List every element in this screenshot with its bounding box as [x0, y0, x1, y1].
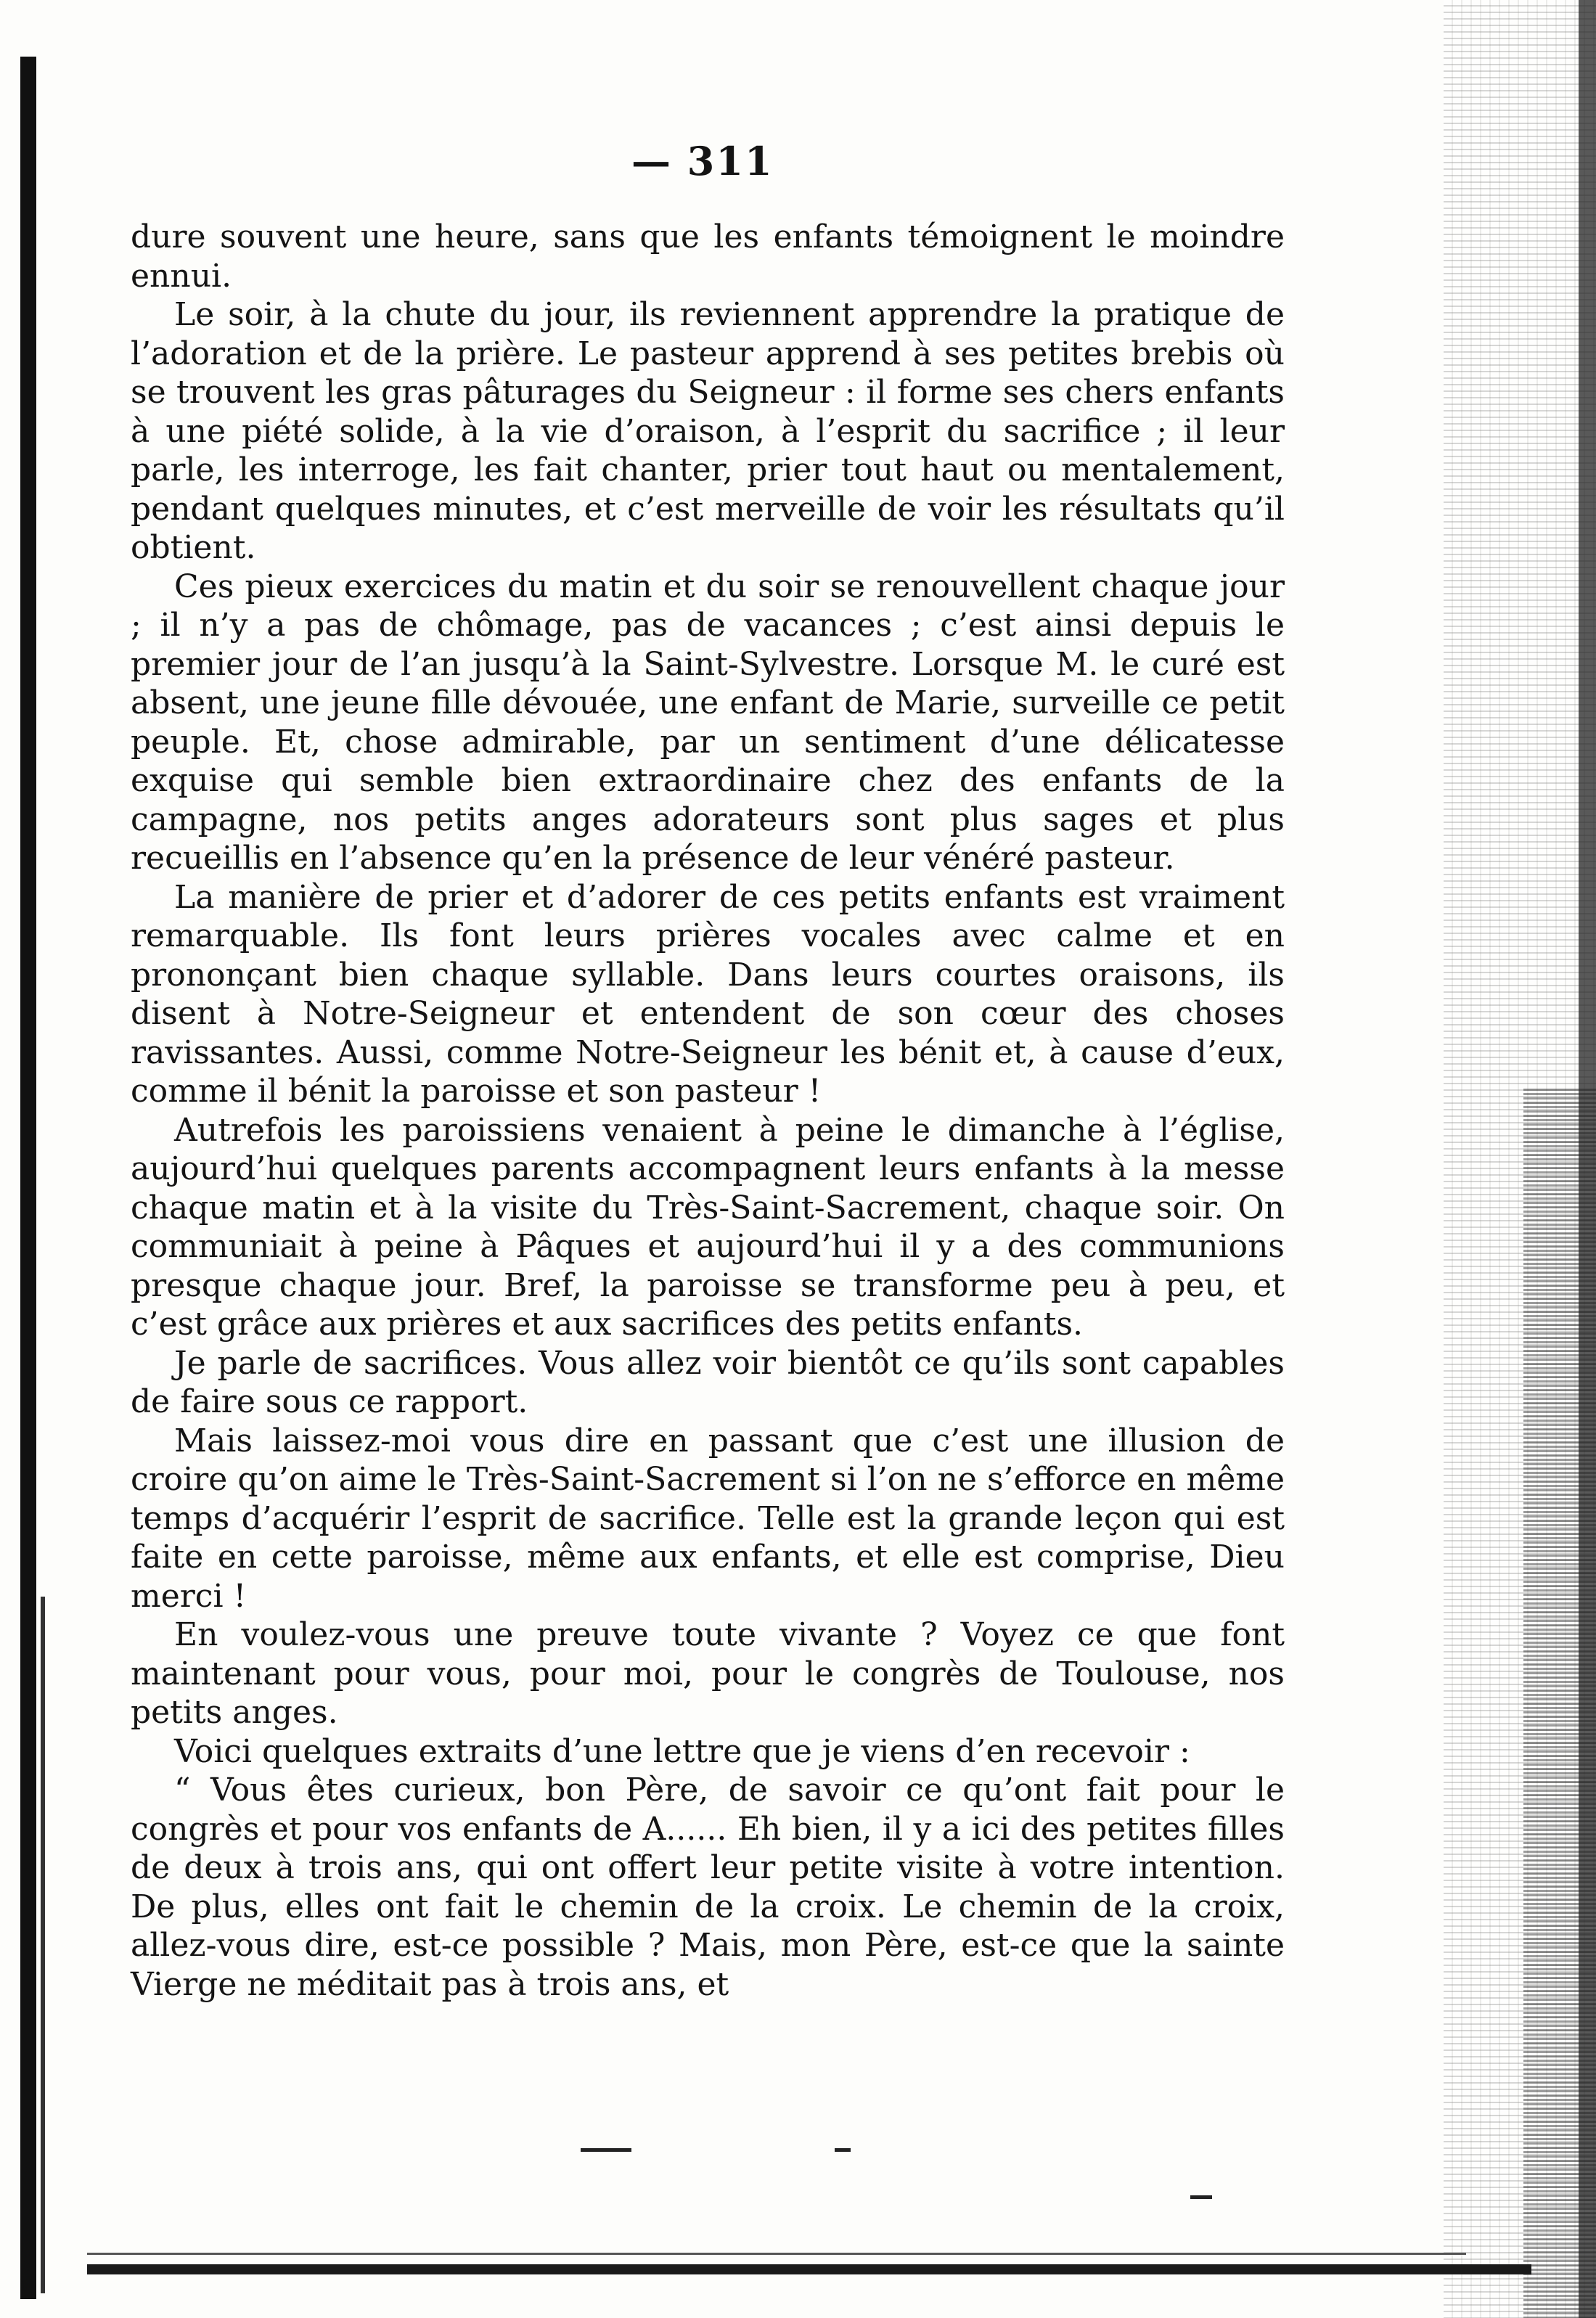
paragraph-continued: dure souvent une heure, sans que les enfants témoignent le moindre ennui.	[131, 218, 1285, 295]
right-page-edge	[1579, 0, 1596, 2318]
page-number: — 311	[631, 138, 774, 184]
binding-edge-shadow	[41, 1597, 45, 2293]
paragraph: Le soir, à la chute du jour, ils reviennent apprendre la pratique de l’adoration et de la prière. Le pasteur apprend à ses petites brebis où se trouvent les gras pâturages du Seigneur : il forme ses chers enfants à une piété solide, à la vie d’oraison, à l’esprit du sacrifice ; il leur parle, les interroge, les fait chanter, prier tout haut ou mentalement, pendant quelques minutes, et c’est merveille de voir les résultats qu’il obtient.	[131, 296, 1285, 566]
paragraph: Ces pieux exercices du matin et du soir se renouvellent chaque jour ; il n’y a pas de chômage, pas de vacances ; c’est ainsi depuis le premier jour de l’an jusqu’à la Saint-Sylvestre. Lorsque M. le curé est absent, une jeune fille dévouée, une enfant de Marie, surveille ce petit peuple. Et, chose admirable, par un sentiment d’une délicatesse exquise qui semble bien extraordinaire chez des enfants de la campagne, nos petits anges adorateurs sont plus sages et plus recueillis en l’absence qu’en la présence de leur vénéré pasteur.	[131, 568, 1285, 877]
body-text	[131, 218, 1285, 2004]
footer-ink-mark	[581, 2148, 631, 2152]
paragraph: En voulez-vous une preuve toute vivante ? Voyez ce que font maintenant pour vous, pour moi, pour le congrès de Toulouse, nos petits anges.	[131, 1616, 1285, 1731]
bottom-rule-thin	[87, 2253, 1466, 2255]
bottom-rule	[87, 2264, 1531, 2274]
paragraph: Autrefois les paroissiens venaient à peine le dimanche à l’église, aujourd’hui quelques parents accompagnent leurs enfants à la messe chaque matin et à la visite du Très-Saint-Sacrement, chaque soir. On communiait à peine à Pâques et aujourd’hui il y a des communions presque chaque jour. Bref, la paroisse se transforme peu à peu, et c’est grâce aux prières et aux sacrifices des petits enfants.	[131, 1111, 1285, 1343]
paragraph-quoted-letter: “ Vous êtes curieux, bon Père, de savoir ce qu’ont fait pour le congrès et pour vos enfants de A...... Eh bien, il y a ici des petites filles de deux à trois ans, qui ont offert leur petite visite à votre intention. De plus, elles ont fait le chemin de la croix. Le chemin de la croix, allez-vous dire, est-ce possible ? Mais, mon Père, est-ce que la sainte Vierge ne méditait pas à trois ans, et	[131, 1772, 1285, 2003]
paragraph: Voici quelques extraits d’une lettre que je viens d’en recevoir :	[174, 1732, 1190, 1770]
paragraph: La manière de prier et d’adorer de ces petits enfants est vraiment remarquable. Ils font leurs prières vocales avec calme et en prononçant bien chaque syllable. Dans leurs courtes oraisons, ils disent à Notre-Seigneur et entendent de son cœur des choses ravissantes. Aussi, comme Notre-Seigneur les bénit et, à cause d’eux, comme il bénit la paroisse et son pasteur !	[131, 878, 1285, 1110]
paragraph: Je parle de sacrifices. Vous allez voir bientôt ce qu’ils sont capables de faire sous ce rapport.	[131, 1344, 1285, 1420]
binding-edge	[20, 57, 36, 2299]
footer-ink-mark	[835, 2148, 851, 2152]
footer-ink-mark	[1190, 2195, 1212, 2199]
paragraph: Mais laissez-moi vous dire en passant que c’est une illusion de croire qu’on aime le Très-Saint-Sacrement si l’on ne s’efforce en même temps d’acquérir l’esprit de sacrifice. Telle est la grande leçon qui est faite en cette paroisse, même aux enfants, et elle est comprise, Dieu merci !	[131, 1422, 1285, 1615]
